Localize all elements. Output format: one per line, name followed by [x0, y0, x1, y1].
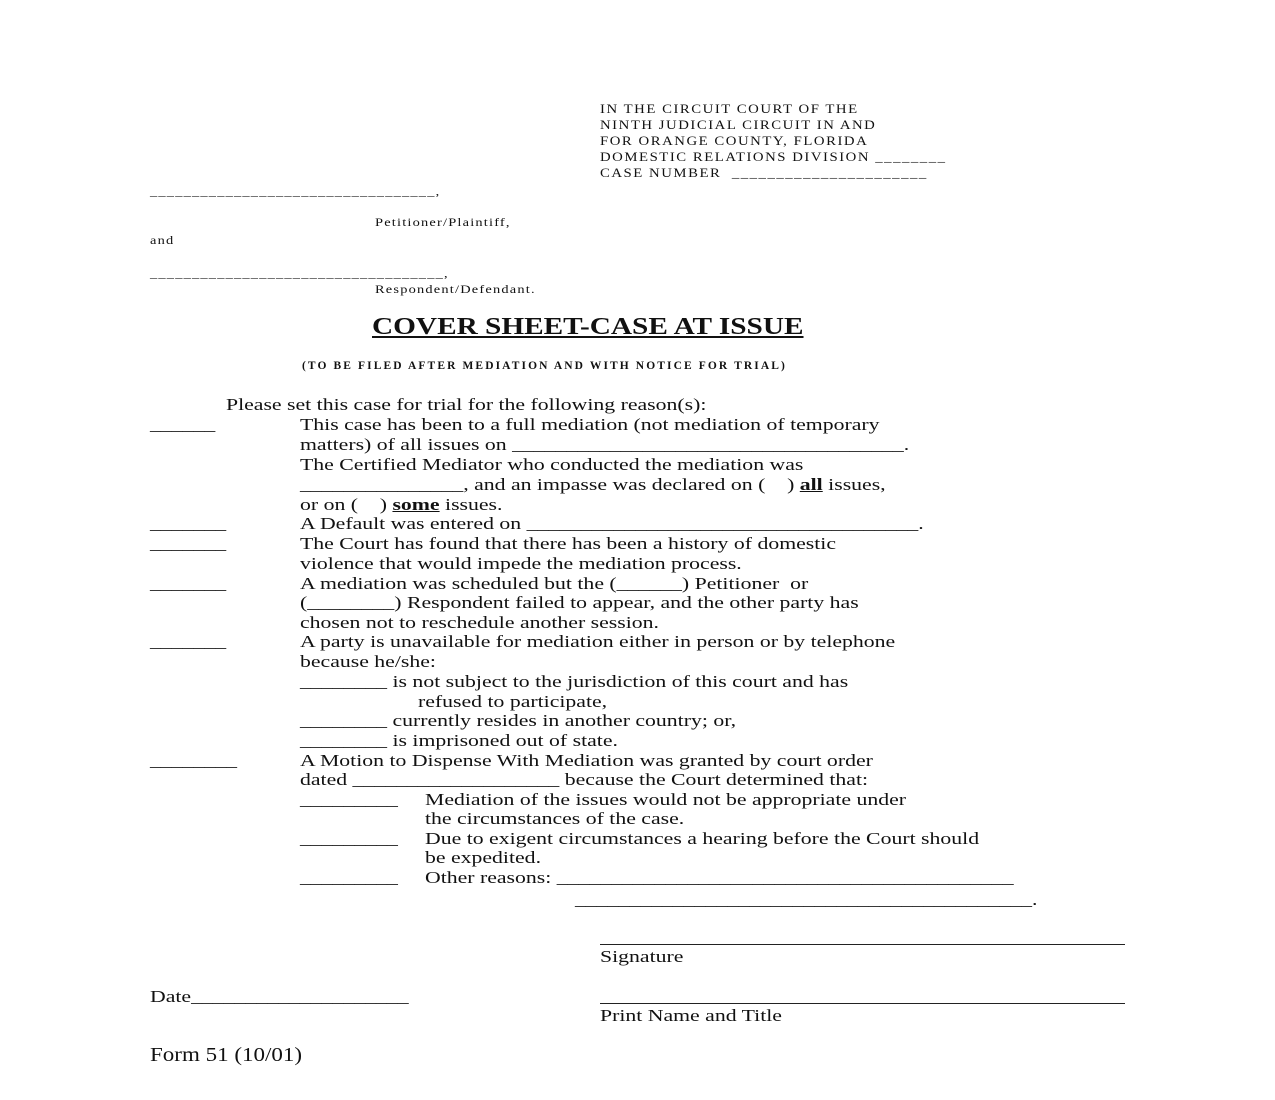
respondent-option[interactable]: (________) Respondent failed to appear, and the other party has [300, 593, 859, 612]
reason-checkbox-blank[interactable]: _______ [150, 534, 227, 553]
respondent-name-field[interactable]: ___________________________________, [150, 266, 449, 280]
and-label: and [150, 233, 175, 247]
default-date-field[interactable]: A Default was entered on ____________________________________. [300, 514, 924, 533]
print-name-line[interactable] [600, 1003, 1125, 1004]
reason-checkbox-blank[interactable]: ______ [150, 415, 216, 434]
reason-text: The Certified Mediator who conducted the mediation was [300, 455, 804, 474]
mediation-date-field[interactable]: matters) of all issues on ____________________________________. [300, 435, 910, 454]
reason-text: Mediation of the issues would not be appropriate under [425, 790, 907, 809]
sub-option-blank[interactable]: _________ [300, 790, 398, 809]
division-field[interactable]: DOMESTIC RELATIONS DIVISION ________ [600, 150, 947, 164]
intro-text: Please set this case for trial for the following reason(s): [226, 395, 707, 414]
reason-text: violence that would impede the mediation process. [300, 554, 742, 573]
reason-text: The Court has found that there has been a history of domestic [300, 534, 836, 553]
all-emphasis: all [799, 475, 823, 494]
reason-text: be expedited. [425, 848, 542, 867]
sub-option-blank[interactable]: _________ [300, 868, 398, 887]
court-header-line: IN THE CIRCUIT COURT OF THE [600, 102, 859, 116]
mediator-name-field[interactable]: _______________, and an impasse was declared on ( ) [300, 475, 800, 494]
some-emphasis: some [392, 495, 440, 514]
reason-text: This case has been to a full mediation (not mediation of temporary [300, 415, 880, 434]
form-number: Form 51 (10/01) [150, 1044, 303, 1066]
date-field[interactable]: Date____________________ [150, 987, 409, 1006]
reason-text: Due to exigent circumstances a hearing before the Court should [425, 829, 980, 848]
case-number-field[interactable]: CASE NUMBER ______________________ [600, 166, 928, 180]
reason-text: A Motion to Dispense With Mediation was granted by court order [300, 751, 873, 770]
respondent-label: Respondent/Defendant. [375, 282, 536, 296]
reason-text: A party is unavailable for mediation either in person or by telephone [300, 632, 896, 651]
some-issues-option[interactable]: or on ( ) [300, 495, 393, 514]
reason-text: chosen not to reschedule another session. [300, 613, 659, 632]
court-header-line: FOR ORANGE COUNTY, FLORIDA [600, 134, 869, 148]
document-subtitle: (TO BE FILED AFTER MEDIATION AND WITH NOTICE FOR TRIAL) [302, 360, 787, 372]
signature-label: Signature [600, 947, 684, 966]
reason-checkbox-blank[interactable]: ________ [150, 751, 238, 770]
reason-checkbox-blank[interactable]: _______ [150, 574, 227, 593]
document-title: COVER SHEET-CASE AT ISSUE [372, 314, 804, 340]
order-date-field[interactable]: dated ___________________ because the Court determined that: [300, 770, 869, 789]
sub-option-another-country[interactable]: ________ currently resides in another country; or, [300, 711, 737, 730]
reason-checkbox-blank[interactable]: _______ [150, 632, 227, 651]
reason-text: issues. [439, 495, 503, 514]
signature-line[interactable] [600, 944, 1125, 945]
mediator-impasse-line[interactable] [300, 475, 886, 495]
reason-text: because he/she: [300, 652, 436, 671]
petitioner-label: Petitioner/Plaintiff, [375, 215, 511, 229]
reason-text: issues, [822, 475, 886, 494]
petitioner-name-field[interactable]: __________________________________, [150, 184, 441, 198]
other-reasons-field-continued[interactable]: __________________________________________. [575, 890, 1038, 909]
some-issues-line[interactable] [300, 495, 502, 515]
sub-option-blank[interactable]: _________ [300, 829, 398, 848]
petitioner-option[interactable]: A mediation was scheduled but the (______) Petitioner or [300, 574, 809, 593]
court-header-line: NINTH JUDICIAL CIRCUIT IN AND [600, 118, 877, 132]
reason-checkbox-blank[interactable]: _______ [150, 514, 227, 533]
print-name-label: Print Name and Title [600, 1006, 782, 1025]
other-reasons-field[interactable]: Other reasons: __________________________________________ [425, 868, 1014, 887]
reason-text: the circumstances of the case. [425, 809, 685, 828]
reason-text: refused to participate, [418, 692, 608, 711]
sub-option-jurisdiction[interactable]: ________ is not subject to the jurisdiction of this court and has [300, 672, 849, 691]
sub-option-imprisoned[interactable]: ________ is imprisoned out of state. [300, 731, 618, 750]
